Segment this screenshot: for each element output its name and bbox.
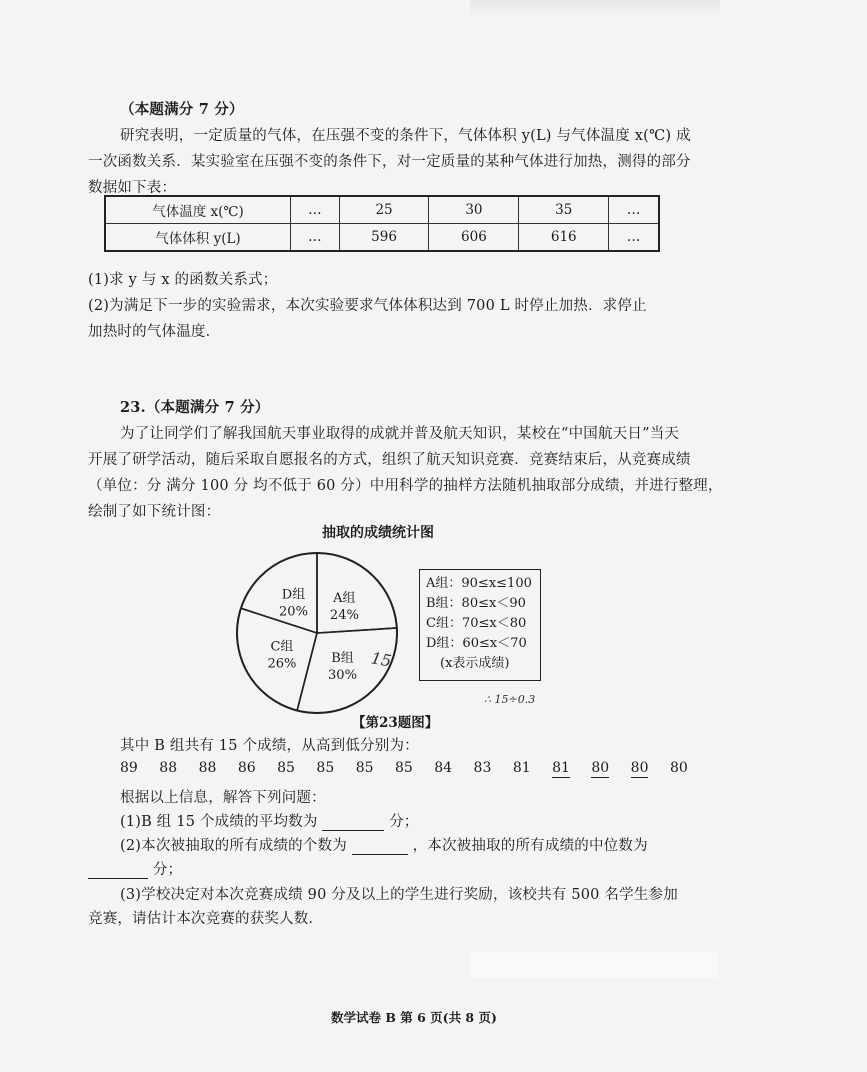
legend-note: (x表示成绩) [440, 656, 510, 671]
score-item: 88 [159, 760, 178, 776]
score-list [120, 760, 697, 776]
q22-part2-line2: 加热时的气体温度． [88, 324, 221, 340]
groupb-intro: 其中 B 组共有 15 个成绩，从高到低分别为： [120, 738, 419, 754]
table-cell: 25 [339, 196, 429, 224]
chart-legend [419, 569, 541, 681]
pie-label-percent: 24% [329, 607, 359, 623]
score-item: 85 [277, 760, 295, 776]
answer-blank-3[interactable] [88, 878, 148, 879]
sub2-text: (2)本次被抽取的所有成绩的个数为 [120, 838, 347, 854]
table-cell: 气体体积 y(L) [105, 224, 291, 252]
table-cell: … [291, 224, 340, 252]
pie-label-percent: 26% [267, 656, 297, 672]
table-row-volume [105, 224, 659, 252]
score-item: 85 [316, 760, 335, 776]
scan-smudge [470, 0, 720, 16]
q23-sub2-cont [88, 858, 182, 879]
score-item: 80 [630, 760, 649, 776]
table-cell: 616 [519, 224, 609, 252]
q23-intro-line3: （单位：分 满分 100 分 均不低于 60 分）中用科学的抽样方法随机抽取部分成绩，并进行整理， [88, 478, 723, 494]
pie-label-group: C组 [270, 639, 294, 655]
score-item: 83 [473, 760, 492, 776]
table-cell: 35 [519, 196, 609, 224]
table-cell: 气体温度 x(℃) [105, 196, 291, 224]
pie-slice-D组 [241, 553, 317, 633]
legend-item-c: C组：70≤x＜80 [426, 616, 527, 631]
table-row-temperature [105, 196, 659, 224]
sub1-text: (1)B 组 15 个成绩的平均数为 [120, 814, 318, 830]
data-table [104, 195, 660, 252]
q23-sub3-line1: (3)学校决定对本次竞赛成绩 90 分及以上的学生进行奖励，该校共有 500 名学生参加 [120, 887, 678, 903]
q23-sub2 [120, 834, 648, 855]
pie-label-percent: 30% [328, 667, 357, 683]
table-cell: 606 [429, 224, 519, 252]
page-footer: 数学试卷 B 第 6 页(共 8 页) [331, 1010, 497, 1025]
table-cell: … [609, 224, 659, 252]
pie-label-group: D组 [281, 587, 306, 603]
score-item: 80 [591, 760, 610, 776]
handwritten-note: 15 [369, 648, 393, 671]
chart-title: 抽取的成绩统计图 [322, 525, 434, 541]
answer-blank-2[interactable] [352, 854, 408, 855]
q22-part1: (1)求 y 与 x 的函数关系式； [88, 272, 278, 288]
q23-intro-line1: 为了让同学们了解我国航天事业取得的成就并普及航天知识，某校在“中国航天日”当天 [120, 426, 680, 442]
legend-item-d: D组：60≤x＜70 [426, 636, 527, 651]
score-item: 85 [355, 760, 374, 776]
q23-intro-line4: 绘制了如下统计图： [88, 504, 221, 520]
pie-label-group: A组 [333, 590, 356, 606]
table-cell: 30 [429, 196, 519, 224]
score-item: 80 [669, 760, 688, 776]
pie-label-percent: 20% [279, 604, 308, 620]
q23-header: 23.（本题满分 7 分） [120, 399, 270, 416]
q22-intro-line1: 研究表明，一定质量的气体，在压强不变的条件下，气体体积 y(L) 与气体温度 x(℃) 成 [120, 128, 691, 144]
sub2-unit: 分； [152, 862, 183, 878]
q23-hint: 根据以上信息，解答下列问题： [120, 790, 326, 806]
q23-sub1 [120, 810, 419, 831]
score-item: 84 [434, 760, 453, 776]
score-item: 85 [394, 760, 413, 776]
score-item: 88 [198, 760, 217, 776]
legend-item-b: B组：80≤x＜90 [426, 596, 526, 611]
pie-label-group: B组 [331, 650, 354, 666]
sub2-text2: ，本次被抽取的所有成绩的中位数为 [412, 838, 648, 854]
pie-chart [232, 548, 402, 718]
table-cell: 596 [339, 224, 429, 252]
table-cell: … [609, 196, 659, 224]
q22-intro-line2: 一次函数关系．某实验室在压强不变的条件下，对一定质量的某种气体进行加热，测得的部分 [88, 154, 691, 170]
legend-item-a: A组：90≤x≤100 [426, 576, 532, 591]
score-item: 81 [512, 760, 531, 776]
q22-intro-line3: 数据如下表： [88, 180, 177, 196]
scan-smudge [470, 952, 718, 978]
score-item: 86 [237, 760, 256, 776]
q22-header: （本题满分 7 分） [120, 101, 244, 118]
q23-intro-line2: 开展了研学活动，随后采取自愿报名的方式，组织了航天知识竞赛．竞赛结束后，从竞赛成绩 [88, 452, 691, 468]
score-item: 81 [552, 760, 570, 776]
table-cell: … [291, 196, 340, 224]
score-item: 89 [120, 760, 138, 776]
answer-blank-1[interactable] [322, 830, 384, 831]
q22-part2-line1: (2)为满足下一步的实验需求，本次实验要求气体体积达到 700 L 时停止加热．求停止 [88, 298, 647, 314]
figure-caption: 【第23题图】 [352, 715, 439, 731]
sub1-unit: 分； [389, 814, 419, 830]
handwritten-calc: ∴ 15÷0.3 [484, 693, 536, 706]
q23-sub3-line2: 竞赛，请估计本次竞赛的获奖人数． [88, 911, 324, 927]
